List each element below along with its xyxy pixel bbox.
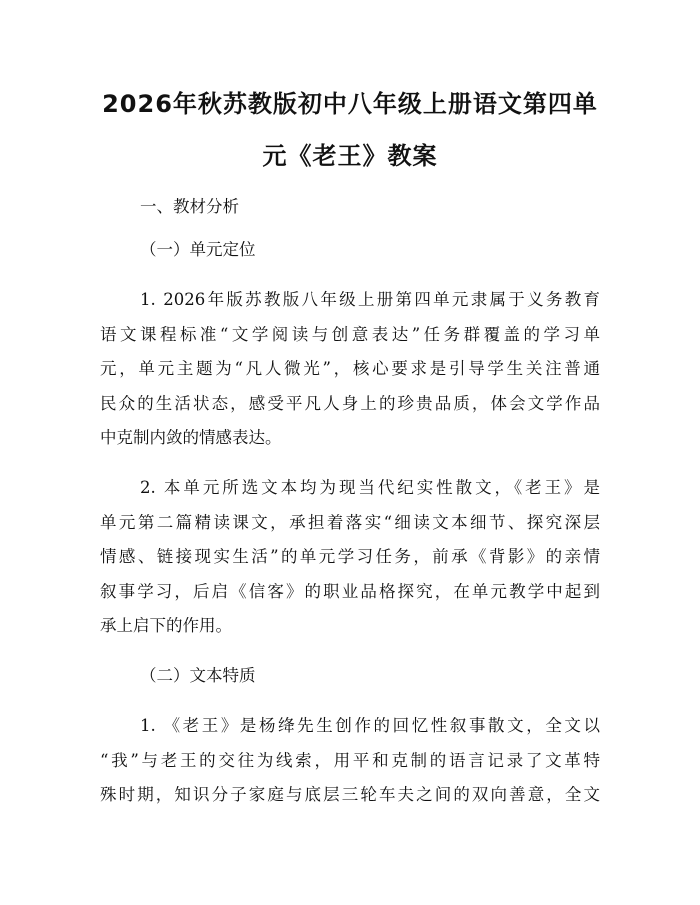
- paragraph-line: 1. 《老王》是杨绛先生创作的回忆性叙事散文，全文以: [140, 716, 600, 735]
- subsection-heading-unit-position: （一）单元定位: [140, 240, 256, 259]
- paragraph-unit-position-2: [100, 471, 600, 644]
- title-line: 元《老王》教案: [262, 142, 438, 170]
- paragraph-text-features-1: [100, 709, 600, 813]
- paragraph-line: 1. 2026年版苏教版八年级上册第四单元隶属于义务教育: [140, 290, 600, 309]
- subsection-heading-text-features: （二）文本特质: [140, 666, 256, 685]
- paragraph-line: 元，单元主题为“凡人微光”，核心要求是引导学生关注普通: [100, 359, 600, 378]
- paragraph-line: 2. 本单元所选文本均为现当代纪实性散文，《老王》是: [140, 478, 600, 497]
- paragraph-unit-position-1: [100, 283, 600, 456]
- paragraph-line: 单元第二篇精读课文，承担着落实“细读文本细节、探究深层: [100, 512, 600, 532]
- title-line: 2026年秋苏教版初中八年级上册语文第四单: [102, 90, 598, 118]
- paragraph-line: 语文课程标准“文学阅读与创意表达”任务群覆盖的学习单: [100, 324, 600, 344]
- document-title: [100, 78, 600, 182]
- paragraph-line: 承上启下的作用。: [100, 616, 232, 635]
- paragraph-line: “我”与老王的交往为线索，用平和克制的语言记录了文革特: [100, 750, 600, 770]
- paragraph-line: 民众的生活状态，感受平凡人身上的珍贵品质，体会文学作品: [100, 393, 600, 413]
- paragraph-line: 情感、链接现实生活”的单元学习任务，前承《背影》的亲情: [100, 547, 600, 566]
- paragraph-line: 殊时期，知识分子家庭与底层三轮车夫之间的双向善意，全文: [100, 785, 600, 804]
- paragraph-line: 叙事学习，后启《信客》的职业品格探究，在单元教学中起到: [100, 581, 600, 601]
- section-heading-materials-analysis: 一、教材分析: [140, 197, 239, 216]
- paragraph-line: 中克制内敛的情感表达。: [100, 428, 282, 447]
